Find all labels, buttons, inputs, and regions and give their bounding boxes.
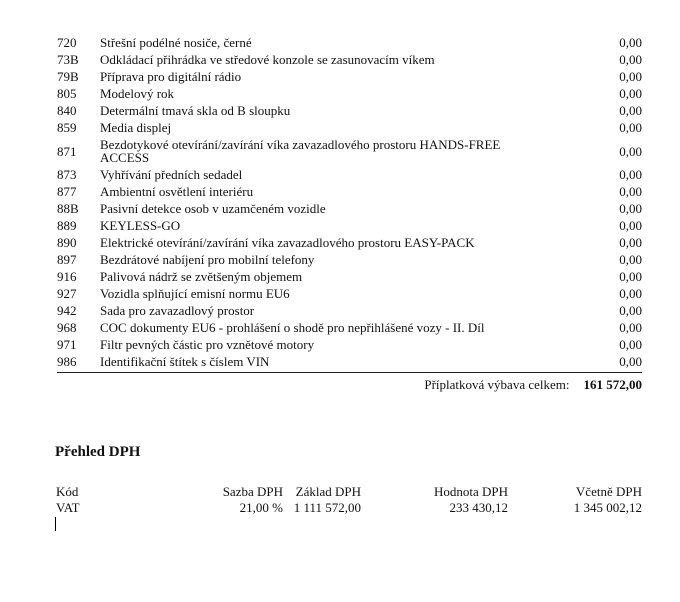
- equipment-code: 840: [57, 103, 77, 118]
- equipment-code: 720: [57, 35, 77, 50]
- equipment-price: 0,00: [619, 269, 642, 284]
- equipment-code: 871: [57, 143, 77, 159]
- equipment-description: Palivová nádrž se zvětšeným objemem: [100, 269, 303, 284]
- equipment-code: 859: [57, 120, 77, 135]
- vat-header-total: Včetně DPH: [575, 484, 642, 499]
- vat-amount: 233 430,12: [449, 500, 508, 515]
- equipment-row: [57, 102, 642, 119]
- vat-header-amount: Hodnota DPH: [433, 484, 508, 499]
- equipment-row: [57, 353, 642, 370]
- equipment-price: 0,00: [619, 303, 642, 318]
- equipment-price: 0,00: [619, 35, 642, 50]
- equipment-row: [57, 200, 642, 217]
- equipment-row: [57, 234, 642, 251]
- vat-summary-table: [56, 484, 642, 516]
- equipment-description: Ambientní osvětlení interiéru: [100, 184, 254, 199]
- equipment-description: Determální tmavá skla od B sloupku: [100, 103, 291, 118]
- equipment-code: 916: [57, 269, 77, 284]
- equipment-code: 877: [57, 184, 77, 199]
- equipment-description: Elektrické otevírání/zavírání víka zavazadlového prostoru EASY-PACK: [100, 235, 475, 250]
- equipment-price: 0,00: [619, 69, 642, 84]
- equipment-code: 942: [57, 303, 77, 318]
- equipment-code: 971: [57, 337, 77, 352]
- equipment-description: Vyhřívání předních sedadel: [100, 167, 243, 182]
- equipment-description: Filtr pevných částic pro vznětové motory: [100, 337, 315, 352]
- equipment-list: [57, 34, 642, 393]
- equipment-code: 897: [57, 252, 77, 267]
- equipment-price: 0,00: [619, 354, 642, 369]
- equipment-row: [57, 51, 642, 68]
- equipment-description: Odkládací přihrádka ve středové konzole se zasunovacím víkem: [100, 52, 435, 67]
- equipment-row: [57, 336, 642, 353]
- equipment-row: [57, 136, 642, 166]
- equipment-price: 0,00: [619, 120, 642, 135]
- equipment-price: 0,00: [619, 337, 642, 352]
- equipment-code: 889: [57, 218, 77, 233]
- equipment-price: 0,00: [619, 235, 642, 250]
- equipment-row: [57, 217, 642, 234]
- equipment-row: [57, 119, 642, 136]
- equipment-total-label: Příplatková výbava celkem:: [424, 377, 570, 392]
- equipment-price: 0,00: [619, 320, 642, 335]
- equipment-row: [57, 319, 642, 336]
- vat-header-base: Základ DPH: [295, 484, 361, 499]
- vat-rate: 21,00 %: [239, 500, 283, 515]
- equipment-total-value: 161 572,00: [583, 377, 642, 392]
- vat-summary-title: Přehled DPH: [55, 444, 141, 460]
- equipment-row: [57, 68, 642, 85]
- equipment-price: 0,00: [619, 184, 642, 199]
- equipment-price: 0,00: [619, 86, 642, 101]
- equipment-code: 968: [57, 320, 77, 335]
- equipment-code: 986: [57, 354, 77, 369]
- equipment-price: 0,00: [619, 103, 642, 118]
- equipment-price: 0,00: [619, 201, 642, 216]
- equipment-description: Media displej: [100, 120, 172, 135]
- vat-base: 1 111 572,00: [293, 500, 361, 515]
- equipment-row: [57, 183, 642, 200]
- equipment-description: COC dokumenty EU6 - prohlášení o shodě pro nepřihlášené vozy - II. Díl: [100, 320, 485, 335]
- equipment-row: [57, 251, 642, 268]
- equipment-code: 805: [57, 86, 77, 101]
- equipment-description: Pasivní detekce osob v uzamčeném vozidle: [100, 201, 326, 216]
- equipment-description: Příprava pro digitální rádio: [100, 69, 242, 84]
- equipment-description: Střešní podélné nosiče, černé: [100, 35, 252, 50]
- text-cursor[interactable]: [55, 517, 56, 531]
- equipment-description: Modelový rok: [100, 86, 175, 101]
- equipment-price: 0,00: [619, 167, 642, 182]
- equipment-description: Identifikační štítek s číslem VIN: [100, 354, 270, 369]
- equipment-row: [57, 85, 642, 102]
- equipment-code: 890: [57, 235, 77, 250]
- equipment-description: Bezdrátové nabíjení pro mobilní telefony: [100, 252, 315, 267]
- equipment-description: Vozidla splňující emisní normu EU6: [100, 286, 290, 301]
- vat-header-row: [56, 484, 642, 500]
- equipment-code: 873: [57, 167, 77, 182]
- equipment-row: [57, 285, 642, 302]
- equipment-price: 0,00: [619, 252, 642, 267]
- equipment-description: Sada pro zavazadlový prostor: [100, 303, 255, 318]
- equipment-price: 0,00: [619, 218, 642, 233]
- equipment-row: [57, 34, 642, 51]
- equipment-price: 0,00: [619, 286, 642, 301]
- equipment-description: KEYLESS-GO: [100, 218, 181, 233]
- equipment-code: 927: [57, 286, 77, 301]
- equipment-code: 79B: [57, 69, 79, 84]
- vat-code: VAT: [56, 500, 80, 515]
- equipment-total-row: [57, 373, 642, 393]
- equipment-row: [57, 302, 642, 319]
- equipment-row: [57, 268, 642, 285]
- vat-header-rate: Sazba DPH: [222, 484, 283, 499]
- vat-row: [56, 500, 642, 516]
- vat-header-code: Kód: [56, 484, 79, 499]
- equipment-row: [57, 166, 642, 183]
- equipment-code: 73B: [57, 52, 79, 67]
- equipment-price: 0,00: [619, 52, 642, 67]
- equipment-rows: [57, 34, 642, 370]
- equipment-price: 0,00: [619, 143, 642, 159]
- equipment-description: Bezdotykové otevírání/zavírání víka zavazadlového prostoru HANDS-FREE ACCESS: [100, 137, 501, 165]
- equipment-code: 88B: [57, 201, 79, 216]
- vat-total: 1 345 002,12: [573, 500, 642, 515]
